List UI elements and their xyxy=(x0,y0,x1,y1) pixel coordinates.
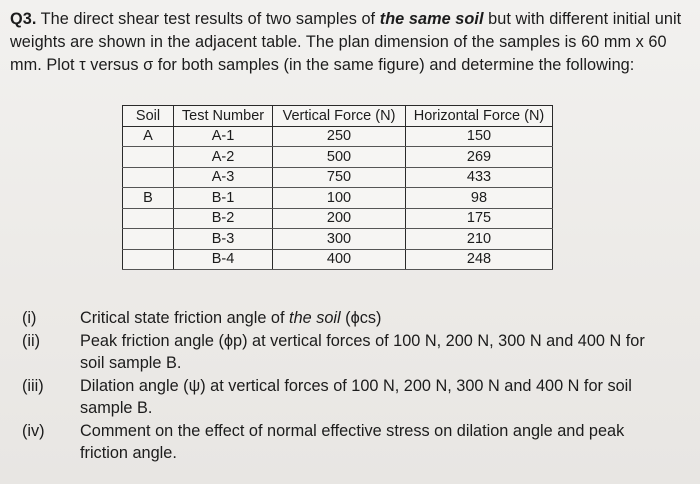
item-text-pre: Peak friction angle (ϕp) at vertical forces of 100 N, 200 N, 300 N and 400 N for soil sample B. xyxy=(80,331,645,372)
cell-horizontal-force: 269 xyxy=(406,147,553,168)
cell-vertical-force: 750 xyxy=(273,167,406,188)
list-item xyxy=(22,330,670,375)
item-text-pre: Critical state friction angle of xyxy=(80,309,290,327)
question-text-part-1: The direct shear test results of two samples of xyxy=(36,10,380,28)
table-row xyxy=(123,249,553,270)
cell-horizontal-force: 150 xyxy=(406,126,553,147)
cell-test-number: A-1 xyxy=(174,126,273,147)
item-number: (i) xyxy=(22,309,37,327)
cell-soil xyxy=(123,167,174,188)
cell-horizontal-force: 210 xyxy=(406,229,553,250)
question-text-part-2: but with different initial unit weights are shown in the adjacent table. The plan dimension of the samples is 60 mm x 60 mm. Plot τ versus σ for both samples (in the same figure) and determine the following: xyxy=(10,10,682,74)
question-emphasis: the same soil xyxy=(379,10,484,28)
cell-horizontal-force: 433 xyxy=(406,167,553,188)
question-text xyxy=(10,8,690,77)
item-number: (ii) xyxy=(22,331,41,350)
item-number: (iii) xyxy=(22,376,44,395)
cell-soil xyxy=(123,208,174,229)
cell-test-number: B-3 xyxy=(174,229,273,250)
cell-vertical-force: 500 xyxy=(273,147,406,168)
cell-soil xyxy=(123,229,174,250)
cell-horizontal-force: 248 xyxy=(406,249,553,270)
item-number: (iv) xyxy=(22,421,45,440)
question-parts-list xyxy=(22,307,670,465)
table-row xyxy=(123,126,553,147)
table-row xyxy=(123,208,553,229)
cell-soil: A xyxy=(123,126,174,147)
cell-vertical-force: 400 xyxy=(273,249,406,270)
cell-soil xyxy=(123,249,174,270)
cell-vertical-force: 250 xyxy=(273,126,406,147)
table-row xyxy=(123,188,553,209)
list-item xyxy=(22,375,670,420)
list-item xyxy=(22,420,670,465)
cell-test-number: B-4 xyxy=(174,249,273,270)
cell-test-number: B-2 xyxy=(174,208,273,229)
item-text xyxy=(80,330,670,375)
header-test-number: Test Number xyxy=(174,106,273,127)
cell-soil xyxy=(123,147,174,168)
item-text-pre: Dilation angle (ψ) at vertical forces of 100 N, 200 N, 300 N and 400 N for soil sample B. xyxy=(80,376,632,417)
cell-vertical-force: 200 xyxy=(273,208,406,229)
cell-vertical-force: 100 xyxy=(273,188,406,209)
table-row xyxy=(123,229,553,250)
table-header-row xyxy=(123,106,553,127)
item-text-italic: the soil xyxy=(289,309,341,327)
cell-test-number: A-2 xyxy=(174,147,273,168)
item-text xyxy=(80,375,670,420)
table-row xyxy=(123,167,553,188)
shear-test-table xyxy=(122,105,553,270)
cell-test-number: B-1 xyxy=(174,188,273,209)
item-text xyxy=(80,420,670,465)
header-vertical-force: Vertical Force (N) xyxy=(273,106,406,127)
cell-horizontal-force: 98 xyxy=(406,188,553,209)
list-item xyxy=(22,307,670,330)
table-row xyxy=(123,147,553,168)
header-soil: Soil xyxy=(123,106,174,127)
question-number: Q3. xyxy=(10,10,37,28)
item-text xyxy=(80,307,670,330)
cell-vertical-force: 300 xyxy=(273,229,406,250)
header-horizontal-force: Horizontal Force (N) xyxy=(406,106,553,127)
item-text-pre: Comment on the effect of normal effective stress on dilation angle and peak friction angle. xyxy=(80,421,625,462)
cell-soil: B xyxy=(123,188,174,209)
item-text-post: (ϕcs) xyxy=(340,309,382,327)
cell-horizontal-force: 175 xyxy=(406,208,553,229)
cell-test-number: A-3 xyxy=(174,167,273,188)
